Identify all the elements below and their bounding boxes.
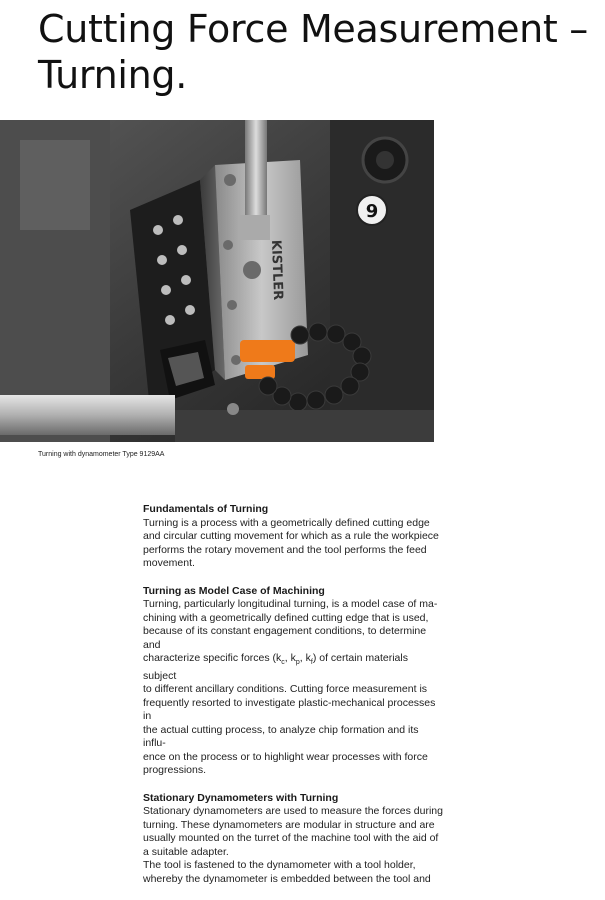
section-model-case <box>143 585 443 778</box>
section-fundamentals <box>143 503 443 571</box>
article-body <box>143 503 443 900</box>
dynamometer-photo <box>0 120 434 442</box>
kistler-label: KISTLER <box>268 239 286 301</box>
section-paragraph: Stationary dynamometers are used to measure the forces during turning. These dynamometers are modular in structure and are usually mounted on the turret of the machine tool with the aid of a suitable adapter. The tool is fastened to the dynamometer with a tool holder, whereby the dynamometer is embedded between the tool and <box>143 805 443 885</box>
title-line-2: Turning. <box>38 53 188 97</box>
title-line-1: Cutting Force Measurement – <box>38 7 589 51</box>
section-paragraph: Turning, particularly longitudinal turning, is a model case of ma- chining with a geometrically defined cutting edge that is used, because of its constant engagement conditions, to determine and characterize specific forces ($k_c$, $k_p$, $k_f$) of certain materials subject to different ancillary conditions. Cutting force measurement is frequently resorted to investigate plastic-mechanical processes in the actual cutting process, to analyze chip formation and its influ- ence on the process or to highlight wear processes with force progressions. <box>143 598 438 777</box>
turret-number-label: 9 <box>365 201 379 222</box>
section-heading: Turning as Model Case of Machining <box>143 584 325 597</box>
page-title <box>38 6 598 98</box>
section-stationary-dynamometers <box>143 792 443 887</box>
photo-caption: Turning with dynamometer Type 9129AA <box>38 451 165 458</box>
section-heading: Fundamentals of Turning <box>143 503 269 515</box>
section-paragraph: Turning is a process with a geometrically defined cutting edge and circular cutting movement for which as a rule the workpiece performs the rotary movement and the tool performs the feed movement. <box>143 516 439 569</box>
section-heading: Stationary Dynamometers with Turning <box>143 791 339 804</box>
